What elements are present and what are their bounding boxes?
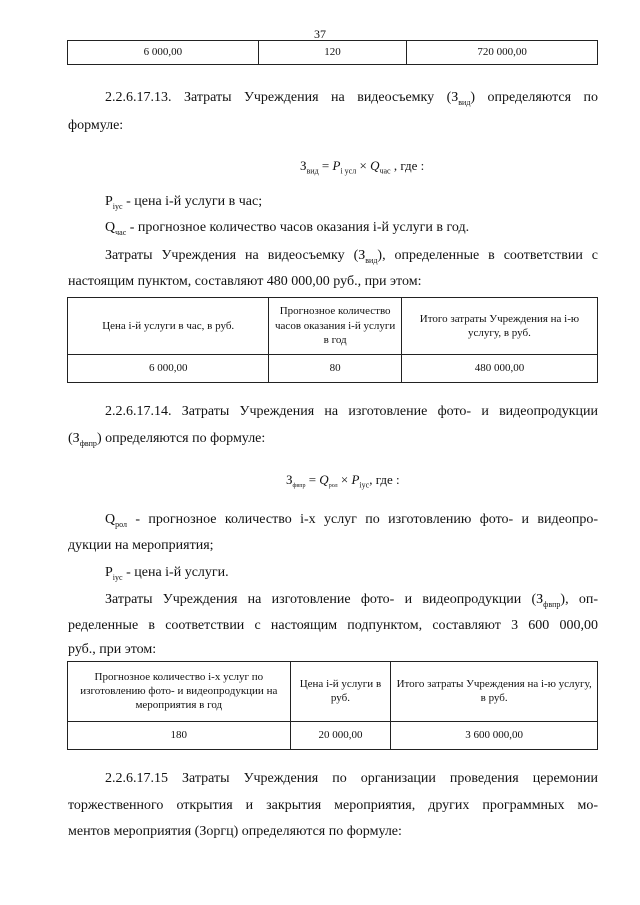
s14-total-line2: ределенные в соответствии с настоящим подпунктом, составляют 3 600 000,00 bbox=[68, 618, 598, 633]
s13-formula: $З_{вид} = P_{i усл} \times Q_{час}$ , где : bbox=[300, 158, 425, 176]
table-row bbox=[68, 721, 598, 749]
s13-total-line1: Затраты Учреждения на видеосъемку $(З_{вид})$, определенные в соответствии с bbox=[105, 248, 598, 265]
table-header-cell: Цена i-й услуги в руб. bbox=[290, 662, 391, 722]
table-header-row bbox=[68, 662, 598, 722]
table-cell: 6 000,00 bbox=[68, 41, 259, 65]
s13-definition-hours: $Q_{час}$ - прогнозное количество часов оказания i-й услуги в год. bbox=[105, 220, 470, 237]
table-header-cell: Итого затраты Учреждения на i-ю услугу, в руб. bbox=[401, 298, 597, 355]
table-cell: 180 bbox=[68, 721, 291, 749]
s15-heading-line1: 2.2.6.17.15 Затраты Учреждения по организации проведения церемонии bbox=[105, 771, 598, 786]
s14-heading-line1: 2.2.6.17.14. Затраты Учреждения на изготовление фото- и видеопродукции bbox=[105, 404, 598, 419]
table-header-cell: Итого затраты Учреждения на i-ю услугу, в руб. bbox=[391, 662, 598, 722]
s14-formula: $З_{фвпр} = Q_{рол} \times P_{iус}$, где : bbox=[286, 472, 400, 490]
continuation-table bbox=[67, 40, 598, 65]
s13-total-line2: настоящим пунктом, составляют 480 000,00 руб., при этом: bbox=[68, 274, 422, 289]
s13-heading-line2: формуле: bbox=[68, 118, 124, 133]
table-header-row bbox=[68, 298, 598, 355]
s14-definition-quantity: $Q_{рол}$ - прогнозное количество i-х услуг по изготовлению фото- и видеопро- bbox=[105, 512, 598, 529]
table-header-cell: Прогнозное количество i-х услуг по изготовлению фото- и видеопродукции на мероприятия в год bbox=[68, 662, 291, 722]
table-cell: 6 000,00 bbox=[68, 354, 269, 382]
table-cell: 80 bbox=[269, 354, 402, 382]
table-cell: 20 000,00 bbox=[290, 721, 391, 749]
page-number: 37 bbox=[314, 27, 326, 41]
s13-definition-price: $P_{iус}$ - цена i-й услуги в час; bbox=[105, 194, 263, 211]
table-row bbox=[68, 354, 598, 382]
table-cell: 480 000,00 bbox=[401, 354, 597, 382]
s14-total-line3: руб., при этом: bbox=[68, 642, 157, 657]
table-header-cell: Цена i-й услуги в час, в руб. bbox=[68, 298, 269, 355]
table-header-cell: Прогнозное количество часов оказания i-й услуги в год bbox=[269, 298, 402, 355]
s14-heading-line2: $(З_{фвпр})$ определяются по формуле: bbox=[68, 431, 266, 448]
s15-heading-line2: торжественного открытия и закрытия мероприятия, других программных мо- bbox=[68, 798, 598, 813]
photo-video-cost-table bbox=[67, 661, 598, 750]
s13-heading-line1: 2.2.6.17.13. Затраты Учреждения на видеосъемку $(З_{вид})$ определяются по bbox=[105, 90, 598, 107]
table-row bbox=[68, 41, 598, 65]
video-cost-table bbox=[67, 297, 598, 383]
table-cell: 120 bbox=[258, 41, 406, 65]
table-cell: 3 600 000,00 bbox=[391, 721, 598, 749]
s15-heading-line3: ментов мероприятия (Зоргц) определяются по формуле: bbox=[68, 824, 402, 839]
s14-total-line1: Затраты Учреждения на изготовление фото- и видеопродукции $(З_{фвпр})$, оп- bbox=[105, 592, 598, 609]
table-cell: 720 000,00 bbox=[407, 41, 598, 65]
s14-definition-price: $P_{iус}$ - цена i-й услуги. bbox=[105, 565, 229, 582]
s14-definition-quantity-cont: дукции на мероприятия; bbox=[68, 538, 214, 553]
